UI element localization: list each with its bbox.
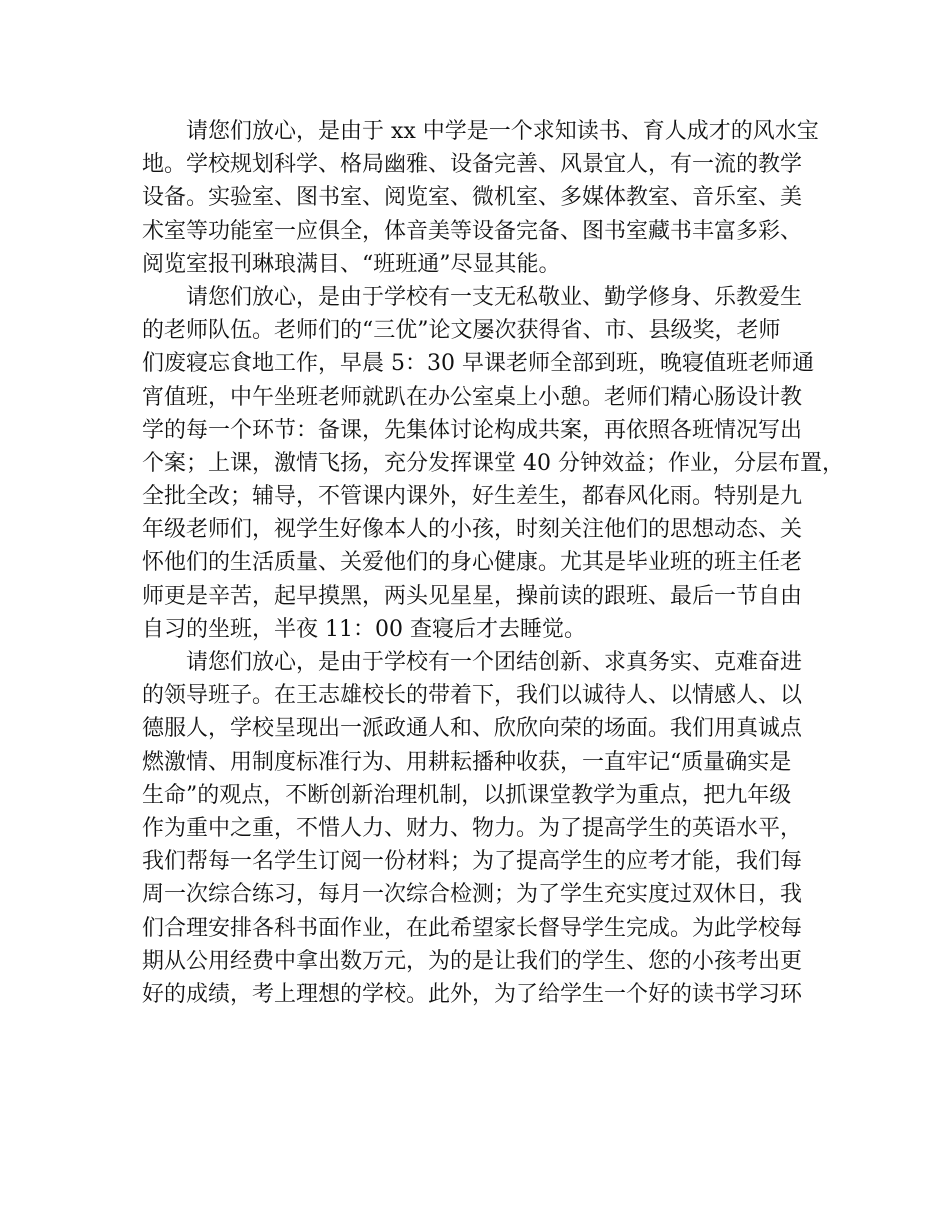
text-line: 好的成绩，考上理想的学校。此外，为了给学生一个好的读书学习环: [142, 981, 803, 1007]
text-line: 全批全改；辅导，不管课内课外，好生差生，都春风化雨。特别是九: [142, 484, 803, 510]
text-line: 设备。实验室、图书室、阅览室、微机室、多媒体教室、音乐室、美: [142, 185, 803, 211]
text-line: 阅览室报刊琳琅满目、“班班通”尽显其能。: [142, 251, 561, 277]
text-line: 学的每一个环节：备课，先集体讨论构成共案，再依照各班情况写出: [142, 417, 803, 443]
paragraph-3: [142, 646, 822, 1011]
text-line: 自习的坐班，半夜 11：00 查寝后才去睡觉。: [142, 616, 586, 642]
document-body: [142, 115, 844, 1011]
text-line: 术室等功能室一应俱全，体音美等设备完备、图书室藏书丰富多彩、: [142, 218, 803, 244]
text-line: 请您们放心，是由于 xx 中学是一个求知读书、育人成才的风水宝: [186, 119, 819, 144]
text-line: 生命”的观点，不断创新治理机制，以抓课堂教学为重点，把九年级: [142, 782, 792, 808]
text-line: 宵值班，中午坐班老师就趴在办公室桌上小憩。老师们精心肠设计教: [142, 384, 803, 410]
text-line: 的领导班子。在王志雄校长的带着下，我们以诚待人、以情感人、以: [142, 683, 803, 709]
text-line: 期从公用经费中拿出数万元，为的是让我们的学生、您的小孩考出更: [142, 948, 803, 974]
text-line: 地。学校规划科学、格局幽雅、设备完善、风景宜人，有一流的教学: [142, 152, 803, 178]
text-line: 请您们放心，是由于学校有一个团结创新、求真务实、克难奋进: [186, 650, 803, 675]
paragraph-2: [142, 281, 844, 646]
text-line: 的老师队伍。老师们的“三优”论文屡次获得省、市、县级奖，老师: [142, 318, 781, 344]
text-line: 怀他们的生活质量、关爱他们的身心健康。尤其是毕业班的班主任老: [142, 550, 803, 576]
text-line: 们合理安排各科书面作业，在此希望家长督导学生完成。为此学校每: [142, 915, 803, 941]
text-line: 作为重中之重，不惜人力、财力、物力。为了提高学生的英语水平，: [142, 815, 803, 841]
text-line: 个案；上课，激情飞扬，充分发挥课堂 40 分钟效益；作业，分层布置，: [142, 450, 844, 476]
text-line: 我们帮每一名学生订阅一份材料；为了提高学生的应考才能，我们每: [142, 849, 803, 875]
text-line: 年级老师们，视学生好像本人的小孩，时刻关注他们的思想动态、关: [142, 517, 803, 543]
text-line: 燃激情、用制度标准行为、用耕耘播种收获，一直牢记“质量确实是: [142, 749, 792, 775]
text-line: 周一次综合练习，每月一次综合检测；为了学生充实度过双休日，我: [142, 882, 803, 908]
text-line: 师更是辛苦，起早摸黑，两头见星星，操前读的跟班、最后一节自由: [142, 583, 803, 609]
text-line: 们废寝忘食地工作，早晨 5：30 早课老师全部到班，晚寝值班老师通: [142, 351, 814, 377]
text-line: 请您们放心，是由于学校有一支无私敬业、勤学修身、乐教爱生: [186, 284, 803, 310]
text-line: 德服人，学校呈现出一派政通人和、欣欣向荣的场面。我们用真诚点: [142, 716, 803, 742]
paragraph-1: [142, 115, 822, 281]
